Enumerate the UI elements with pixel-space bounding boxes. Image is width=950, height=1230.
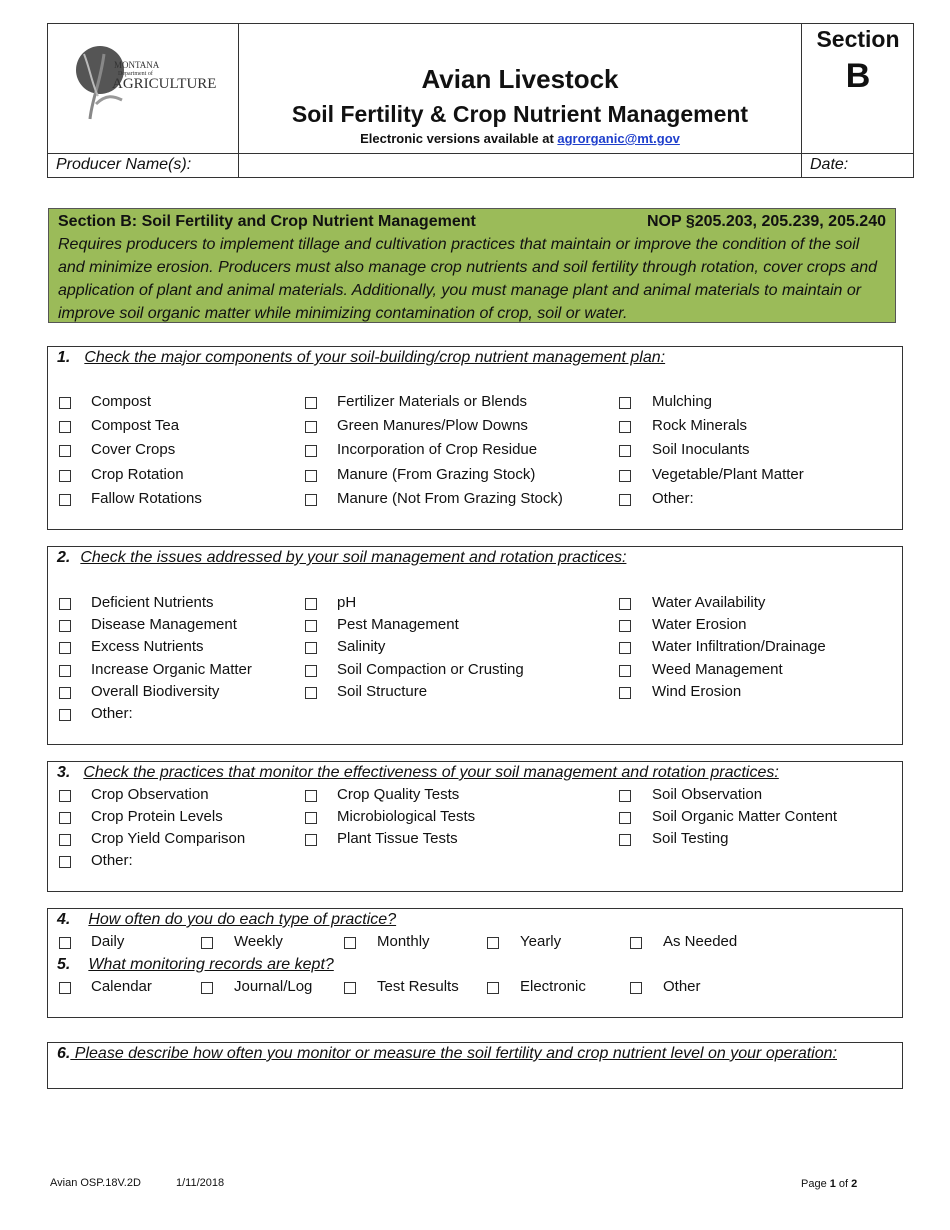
question-1-title (57, 349, 665, 367)
checkbox[interactable] (619, 397, 631, 409)
option-label: Calendar (91, 978, 152, 995)
checkbox[interactable] (59, 687, 71, 699)
montana-agriculture-logo (70, 44, 220, 124)
option-label: Crop Rotation (91, 465, 184, 483)
question-2-box (47, 546, 903, 745)
checkbox[interactable] (59, 397, 71, 409)
option-label: pH (337, 594, 357, 611)
option-label: Overall Biodiversity (91, 682, 220, 700)
checkbox[interactable] (305, 397, 317, 409)
option-label: Test Results (377, 978, 459, 995)
checkbox[interactable] (59, 982, 71, 994)
logo-line1: MONTANA (114, 60, 160, 70)
checkbox[interactable] (619, 494, 631, 506)
section-word: Section (816, 26, 900, 52)
option-label: Manure (Not From Grazing Stock) (337, 489, 563, 507)
option-label: Mulching (652, 393, 713, 410)
option-label: Green Manures/Plow Downs (337, 417, 528, 435)
page-current: 1 (829, 1178, 836, 1190)
question-2-number: 2. (57, 549, 71, 566)
form-id: Avian OSP.18V.2D (50, 1177, 141, 1189)
checkbox[interactable] (59, 856, 71, 868)
checkbox[interactable] (305, 812, 317, 824)
banner-body: Requires producers to implement tillage and cultivation practices that maintain or improve the condition of the soil and minimize erosion. Producers must also manage crop nutrients and soil fertility through rotation, cover crops and application of plant and animal materials. Additionally, you must manage plant and animal materials to maintain or improve soil organic matter while minimizing contamination of crop, soil or water. (58, 236, 878, 322)
checkbox[interactable] (59, 709, 71, 721)
checkbox[interactable] (619, 665, 631, 677)
checkbox[interactable] (305, 421, 317, 433)
option-label: Soil Observation (652, 786, 763, 803)
option-label: Water Availability (652, 594, 766, 611)
option-label: Salinity (337, 638, 386, 656)
section-banner (48, 208, 896, 323)
checkbox[interactable] (59, 812, 71, 824)
question-3-box (47, 761, 903, 892)
checkbox[interactable] (59, 642, 71, 654)
checkbox[interactable] (201, 937, 213, 949)
nop-reference: NOP §205.203, 205.239, 205.240 (646, 213, 886, 230)
electronic-note-text: Electronic versions available at (360, 131, 558, 146)
option-label: Crop Yield Comparison (91, 830, 246, 847)
checkbox[interactable] (59, 445, 71, 457)
checkbox[interactable] (619, 620, 631, 632)
option-label: Water Infiltration/Drainage (652, 638, 826, 656)
option-label: Other: (91, 852, 133, 869)
form-header (47, 23, 914, 178)
page-prefix: Page (801, 1178, 830, 1190)
option-label: Incorporation of Crop Residue (337, 441, 538, 459)
checkbox[interactable] (59, 470, 71, 482)
logo-cell (48, 24, 239, 153)
option-label: Soil Testing (652, 830, 729, 847)
checkbox[interactable] (619, 834, 631, 846)
option-label: Disease Management (91, 616, 237, 634)
question-6-box (47, 1042, 903, 1089)
option-label: Plant Tissue Tests (337, 830, 458, 847)
checkbox[interactable] (630, 982, 642, 994)
checkbox[interactable] (59, 620, 71, 632)
question-1-box (47, 346, 903, 530)
question-3-text: Check the practices that monitor the effectiveness of your soil management and rotation practices: (83, 764, 779, 781)
checkbox[interactable] (344, 937, 356, 949)
option-label: Journal/Log (234, 978, 313, 995)
option-label: Wind Erosion (652, 682, 742, 700)
option-label: Electronic (520, 978, 586, 995)
producer-row (48, 153, 913, 178)
option-label: Microbiological Tests (337, 808, 476, 825)
checkbox[interactable] (619, 790, 631, 802)
checkbox[interactable] (305, 620, 317, 632)
question-2-text: Check the issues addressed by your soil management and rotation practices: (80, 549, 627, 566)
question-4-5-box (47, 908, 903, 1018)
option-label: Excess Nutrients (91, 638, 204, 656)
option-label: Weekly (234, 933, 283, 950)
question-6-number: 6. (57, 1045, 71, 1062)
option-label: Monthly (377, 933, 430, 950)
producer-name-field[interactable] (239, 154, 802, 178)
option-label: Water Erosion (652, 616, 747, 634)
option-label: Soil Structure (337, 682, 428, 700)
email-link[interactable]: agrorganic@mt.gov (557, 131, 680, 146)
form-subtitle: Soil Fertility & Crop Nutrient Management (291, 101, 749, 127)
option-label: Cover Crops (91, 441, 176, 459)
checkbox[interactable] (59, 665, 71, 677)
question-6-text: Please describe how often you monitor or measure the soil fertility and crop nutrient level on your operation: (70, 1045, 837, 1062)
logo-line3: AGRICULTURE (112, 76, 217, 92)
form-title: Avian Livestock (421, 64, 619, 94)
section-letter: B (845, 57, 871, 95)
question-1-text: Check the major components of your soil-building/crop nutrient management plan: (84, 349, 666, 366)
option-label: Compost Tea (91, 417, 180, 435)
checkbox[interactable] (619, 642, 631, 654)
option-label: Increase Organic Matter (91, 660, 252, 678)
page-total: 2 (851, 1178, 858, 1190)
checkbox[interactable] (305, 470, 317, 482)
checkbox[interactable] (305, 494, 317, 506)
checkbox[interactable] (487, 982, 499, 994)
checkbox[interactable] (630, 937, 642, 949)
checkbox[interactable] (305, 642, 317, 654)
question-5-text: What monitoring records are kept? (88, 956, 334, 973)
option-label: Pest Management (337, 616, 459, 634)
question-6-title (57, 1045, 837, 1063)
date-field[interactable]: Date: (810, 156, 849, 173)
option-label: Weed Management (652, 660, 783, 678)
option-label: Soil Compaction or Crusting (337, 660, 524, 678)
checkbox[interactable] (305, 598, 317, 610)
option-label: Deficient Nutrients (91, 594, 214, 611)
producer-name-label: Producer Name(s): (48, 154, 239, 178)
option-label: Manure (From Grazing Stock) (337, 465, 536, 483)
option-label: Daily (91, 933, 125, 950)
option-label: Crop Observation (91, 786, 209, 803)
option-label: Fertilizer Materials or Blends (337, 393, 528, 410)
question-4-number: 4. (57, 911, 71, 928)
option-label: Other (663, 978, 701, 995)
checkbox[interactable] (619, 687, 631, 699)
banner-heading-row (58, 211, 886, 233)
checkbox[interactable] (619, 470, 631, 482)
question-4-text: How often do you do each type of practice? (88, 911, 397, 928)
checkbox[interactable] (305, 687, 317, 699)
checkbox[interactable] (305, 665, 317, 677)
banner-heading: Section B: Soil Fertility and Crop Nutrient Management (58, 213, 476, 230)
page-number (801, 1178, 857, 1190)
option-label: Rock Minerals (652, 417, 748, 435)
checkbox[interactable] (59, 937, 71, 949)
option-label: Soil Organic Matter Content (652, 808, 838, 825)
section-cell (802, 24, 914, 153)
option-label: Other: (652, 489, 694, 507)
checkbox[interactable] (344, 982, 356, 994)
checkbox[interactable] (201, 982, 213, 994)
option-label: Other: (91, 705, 133, 722)
option-label: Compost (91, 393, 152, 410)
checkbox[interactable] (619, 812, 631, 824)
checkbox[interactable] (59, 421, 71, 433)
question-4-title (57, 911, 396, 929)
question-5-number: 5. (57, 956, 71, 973)
form-date: 1/11/2018 (176, 1177, 225, 1189)
logo-line2: Department of (118, 71, 153, 77)
checkbox[interactable] (59, 790, 71, 802)
checkbox[interactable] (305, 445, 317, 457)
option-label: As Needed (663, 933, 738, 950)
question-1-number: 1. (57, 349, 71, 366)
checkbox[interactable] (59, 494, 71, 506)
option-label: Fallow Rotations (91, 489, 202, 507)
checkbox[interactable] (305, 834, 317, 846)
checkbox[interactable] (619, 598, 631, 610)
checkbox[interactable] (619, 445, 631, 457)
page-of: of (835, 1178, 852, 1190)
option-label: Crop Protein Levels (91, 808, 223, 825)
title-cell (239, 24, 802, 153)
question-3-title (57, 764, 779, 782)
option-label: Crop Quality Tests (337, 786, 460, 803)
option-label: Soil Inoculants (652, 441, 750, 459)
checkbox[interactable] (487, 937, 499, 949)
checkbox[interactable] (305, 790, 317, 802)
electronic-note (239, 131, 801, 146)
option-label: Vegetable/Plant Matter (652, 465, 804, 483)
checkbox[interactable] (59, 834, 71, 846)
question-3-number: 3. (57, 764, 71, 781)
question-5-title (57, 956, 334, 974)
option-label: Yearly (520, 933, 562, 950)
checkbox[interactable] (619, 421, 631, 433)
question-2-title (57, 549, 626, 567)
checkbox[interactable] (59, 598, 71, 610)
